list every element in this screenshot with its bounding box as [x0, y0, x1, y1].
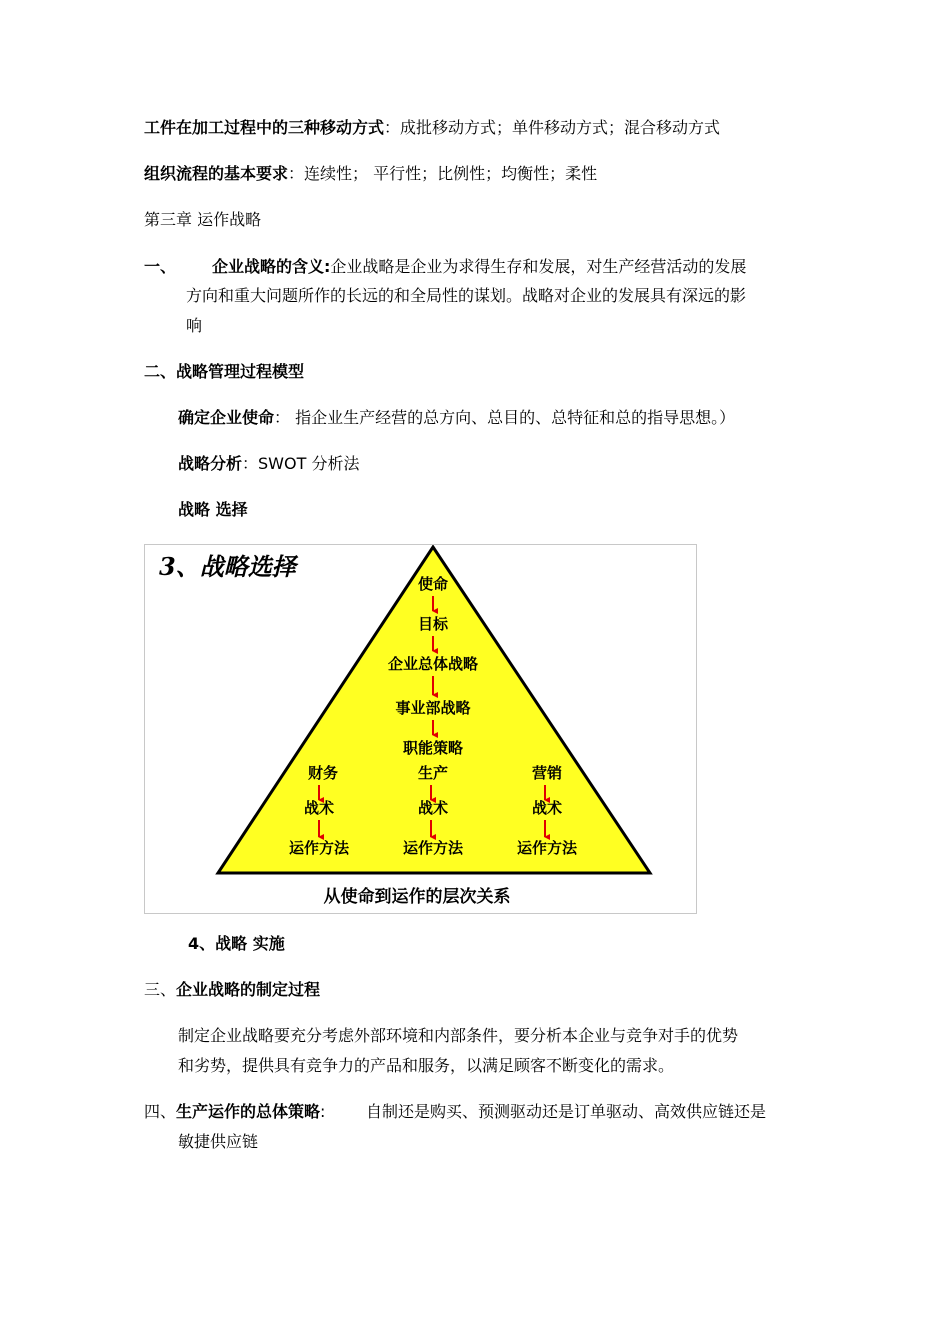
section-1-text-1: 企业战略是企业为求得生存和发展，对生产经营活动的发展: [330, 257, 747, 276]
paragraph-flow-requirements: [144, 164, 597, 184]
level-functional-strategy: 职能策略: [402, 739, 464, 757]
section-3-title: 企业战略的制定过程: [176, 980, 321, 999]
strategy-implementation-heading: 4、战略 实施: [188, 934, 285, 953]
section-3-text-2: 和劣势，提供具有竞争力的产品和服务，以满足顾客不断变化的需求。: [178, 1056, 675, 1075]
section-4-colon: :: [320, 1102, 326, 1121]
section-3-text-1: 制定企业战略要充分考虑外部环境和内部条件，要分析本企业与竞争对手的优势: [178, 1026, 739, 1045]
section-1-line-1: [212, 257, 746, 277]
column-production-method: 运作方法: [402, 839, 464, 857]
section-4-title: 生产运作的总体策略: [176, 1102, 321, 1121]
section-4-line-1: [144, 1102, 325, 1122]
pyramid-diagram: [145, 545, 696, 913]
column-production-tactic: 战术: [417, 799, 449, 817]
column-finance-method: 运作方法: [288, 839, 350, 857]
section-1-heading: 企业战略的含义:: [212, 257, 331, 276]
column-marketing-head: 营销: [531, 764, 563, 782]
mission-heading: 确定企业使命: [178, 408, 275, 427]
column-marketing-method: 运作方法: [516, 839, 578, 857]
section-4-text-2: 敏捷供应链: [178, 1132, 259, 1151]
flow-requirements-text: ：连续性； 平行性；比例性；均衡性；柔性: [288, 164, 598, 183]
chapter-title: 第三章 运作战略: [144, 210, 262, 229]
column-finance-tactic: 战术: [303, 799, 335, 817]
level-goal: 目标: [417, 615, 449, 633]
figure-caption: 从使命到运作的层次关系: [323, 887, 511, 907]
column-finance-head: 财务: [307, 764, 339, 782]
move-methods-text: ：成批移动方式；单件移动方式；混合移动方式: [384, 118, 721, 137]
strategy-pyramid-figure: [144, 544, 697, 914]
section-2-title: 二、战略管理过程模型: [144, 362, 305, 381]
section-1-text-3: 响: [186, 316, 203, 335]
mission-text: ： 指企业生产经营的总方向、总目的、总特征和总的指导思想。）: [274, 408, 736, 427]
section-3-title-line: [144, 980, 320, 1000]
section-1-text-2: 方向和重大问题所作的长远的和全局性的谋划。战略对企业的发展具有深远的影: [186, 286, 747, 305]
paragraph-move-methods: [144, 118, 720, 138]
strategy-choice-heading: 战略 选择: [178, 500, 248, 519]
section-4-text-1: 自制还是购买、预测驱动还是订单驱动、高效供应链还是: [366, 1102, 767, 1121]
analysis-heading: 战略分析: [178, 454, 243, 473]
section-3-number: 三、: [144, 980, 177, 999]
move-methods-heading: 工件在加工过程中的三种移动方式: [144, 118, 385, 137]
paragraph-analysis: [178, 454, 359, 474]
level-mission: 使命: [417, 575, 449, 593]
paragraph-mission: [178, 408, 735, 428]
level-corporate-strategy: 企业总体战略: [387, 655, 479, 673]
section-1-number: 一、: [144, 257, 177, 276]
column-marketing-tactic: 战术: [531, 799, 563, 817]
flow-requirements-heading: 组织流程的基本要求: [144, 164, 289, 183]
section-4-number: 四、: [144, 1102, 177, 1121]
analysis-text: ：SWOT 分析法: [242, 454, 360, 473]
level-division-strategy: 事业部战略: [395, 699, 471, 717]
figure-title: 3、战略选择: [159, 552, 296, 581]
column-production-head: 生产: [417, 764, 449, 782]
